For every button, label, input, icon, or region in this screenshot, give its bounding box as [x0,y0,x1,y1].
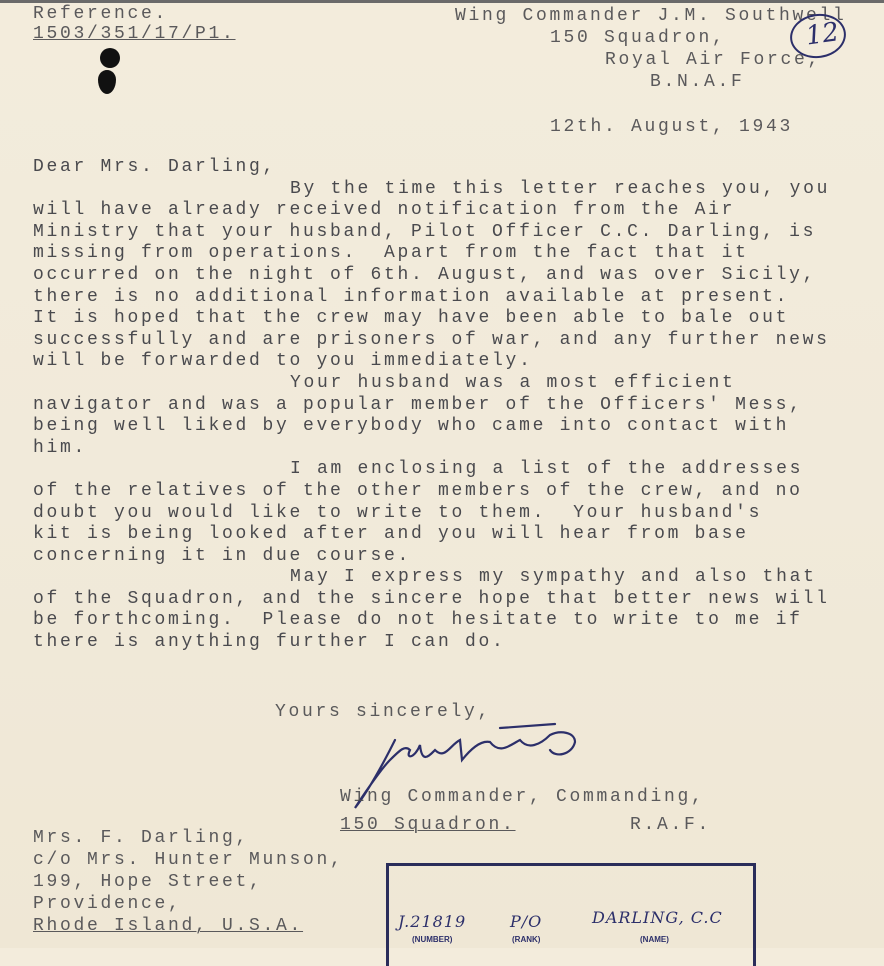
page-number: 12 [803,17,841,52]
closing: Yours sincerely, [275,702,492,722]
salutation: Dear Mrs. Darling, [33,157,277,177]
punch-hole-ink-blot [100,48,120,68]
body-line: being well liked by everybody who came into contact with [33,416,790,437]
body-line: May I express my sympathy and also that [290,567,817,588]
stamp-rank-caption: (RANK) [512,935,541,944]
stamp-name-caption: (NAME) [640,935,669,944]
signature-unit [340,815,712,836]
scan-edge [0,0,884,3]
sender-unit: 150 Squadron, [550,28,726,48]
body-line: doubt you would like to write to them. Your husband's [33,502,763,523]
body-line: occurred on the night of 6th. August, and was over Sicily, [33,264,817,285]
ink-blot [98,70,116,94]
body-line: be forthcoming. Please do not hesitate to write to me if [33,610,803,631]
letter-date: 12th. August, 1943 [550,117,794,137]
addressee-line: 199, Hope Street, [33,872,263,892]
body-line: kit is being looked after and you will hear from base [33,524,749,545]
body-line: I am enclosing a list of the addresses [290,459,804,480]
body-line: there is no additional information available at present. [33,286,790,307]
body-line: will have already received notification from the Air [33,200,736,221]
addressee-line: c/o Mrs. Hunter Munson, [33,850,344,870]
stamp-name: DARLING, C.C [592,908,723,927]
body-line: of the relatives of the other members of the crew, and no [33,480,803,501]
body-line: him. [33,437,88,458]
addressee-line: Mrs. F. Darling, [33,828,250,848]
letter-body [33,157,830,654]
addressee-line: Rhode Island, U.S.A. [33,916,304,936]
body-line: Ministry that your husband, Pilot Officer C.C. Darling, is [33,221,817,242]
body-line: of the Squadron, and the sincere hope that better news will [33,588,830,609]
reference-number: 1503/351/17/P1. [33,24,236,44]
signature-title: Wing Commander, Commanding, [340,787,705,807]
sender-service: Royal Air Force, [605,50,822,70]
body-line: navigator and was a popular member of the Officers' Mess, [33,394,803,415]
sender-name: Wing Commander J.M. Southwell [455,6,847,26]
addressee-line: Providence, [33,894,182,914]
body-line: there is anything further I can do. [33,632,506,653]
signature-unit-name: 150 Squadron. [340,815,516,835]
body-line: It is hoped that the crew may have been able to bale out [33,308,790,329]
reference-label: Reference. [33,4,169,24]
sender-location: B.N.A.F [650,72,745,92]
stamp-number: J.21819 [398,912,467,931]
body-line: Your husband was a most efficient [290,372,736,393]
stamp-rank: P/O [510,912,543,931]
stamp-number-caption: (NUMBER) [412,935,453,944]
body-line: successfully and are prisoners of war, and any further news [33,329,830,350]
signature-service: R.A.F. [630,815,712,835]
body-line: concerning it in due course. [33,545,412,566]
body-line: will be forwarded to you immediately. [33,351,533,372]
body-line: By the time this letter reaches you, you [290,178,831,199]
body-line: missing from operations. Apart from the fact that it [33,243,749,264]
